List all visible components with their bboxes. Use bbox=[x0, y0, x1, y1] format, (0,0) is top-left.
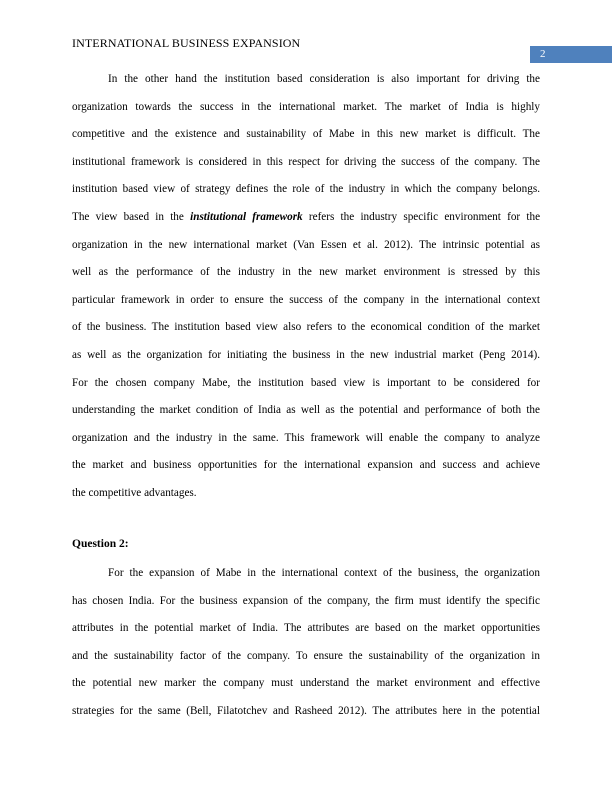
text-line: well as the performance of the industry in the new market environment is stressed by this bbox=[72, 266, 540, 279]
text-line: For the chosen company Mabe, the institution based view is important to be considered for bbox=[72, 376, 540, 389]
text-line: organization in the new international market (Van Essen et al. 2012). The intrinsic potential as bbox=[72, 238, 540, 251]
text-line: institutional framework is considered in this respect for driving the success of the company. The bbox=[72, 155, 540, 168]
text-line: and the sustainability factor of the company. To ensure the sustainability of the organization in bbox=[72, 649, 540, 662]
text-line-with-emphasis bbox=[72, 204, 540, 232]
text-line: the potential new marker the company must understand the market environment and effective bbox=[72, 677, 540, 690]
text-line: institution based view of strategy defines the role of the industry in which the company belongs. bbox=[72, 183, 540, 196]
text-line: organization towards the success in the international market. The market of India is highly bbox=[72, 100, 540, 113]
text-line: For the expansion of Mabe in the international context of the business, the organization bbox=[108, 567, 540, 579]
page-number-badge: 2 bbox=[530, 46, 612, 63]
text-line: competitive and the existence and sustainability of Mabe in this new market is difficult. The bbox=[72, 128, 540, 141]
text-line: of the business. The institution based view also refers to the economical condition of the market bbox=[72, 321, 540, 334]
text-line: attributes in the potential market of India. The attributes are based on the market opportunities bbox=[72, 622, 540, 635]
text-fragment: refers the industry specific environment for the bbox=[308, 210, 541, 223]
emphasis-institutional-framework: institutional framework bbox=[190, 210, 303, 223]
text-line: particular framework in order to ensure the success of the company in the international context bbox=[72, 293, 540, 306]
question-2-heading: Question 2: bbox=[72, 538, 129, 550]
text-line: the market and business opportunities for the international expansion and success and achieve bbox=[72, 459, 540, 472]
text-line: the competitive advantages. bbox=[72, 486, 197, 499]
text-fragment: The view based in the bbox=[72, 210, 184, 223]
text-line: as well as the organization for initiating the business in the new industrial market (Peng 2014). bbox=[72, 348, 540, 361]
text-line: organization and the industry in the same. This framework will enable the company to analyze bbox=[72, 431, 540, 444]
paragraph-question-2 bbox=[72, 560, 540, 726]
text-line: understanding the market condition of India as well as the potential and performance of both the bbox=[72, 404, 540, 417]
text-line: strategies for the same (Bell, Filatotchev and Rasheed 2012). The attributes here in the potential bbox=[72, 704, 540, 717]
text-line: has chosen India. For the business expansion of the company, the firm must identify the specific bbox=[72, 594, 540, 607]
text-line: In the other hand the institution based consideration is also important for driving the bbox=[108, 73, 540, 85]
running-header-title: INTERNATIONAL BUSINESS EXPANSION bbox=[72, 36, 301, 50]
paragraph-institutional-framework bbox=[72, 66, 540, 508]
